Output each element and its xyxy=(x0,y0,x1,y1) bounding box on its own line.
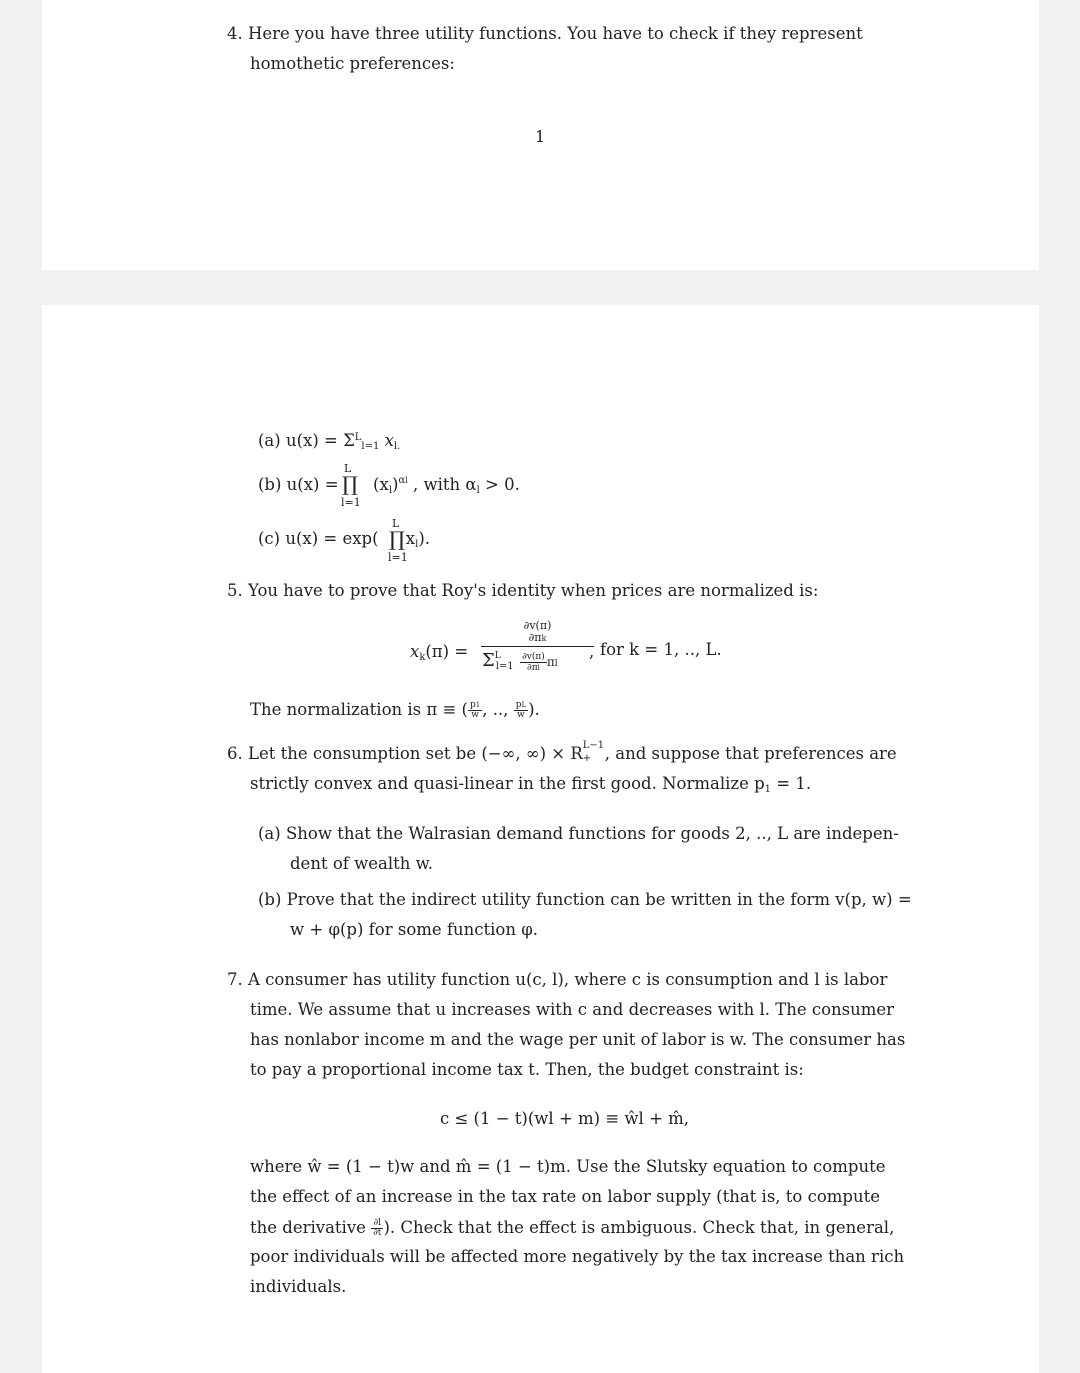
page-gap xyxy=(0,270,1080,305)
product-c: ∏ xyxy=(389,527,405,551)
roy-for-k: for k = 1, .., L. xyxy=(600,640,722,659)
q7-line-5: where ŵ = (1 − t)w and m̂ = (1 − t)m. Use the Slutsky equation to compute xyxy=(250,1157,886,1176)
q5-normalization: The normalization is π ≡ ( $\frac{p1}{w}$ , .., $\frac{pL}{w}$ ). xyxy=(250,700,540,720)
q7-line-6: the effect of an increase in the tax rate on labor supply (that is, to compute xyxy=(250,1187,881,1206)
roy-comma: , xyxy=(589,642,595,661)
roy-fraction: ∂v(π) ∂πk xyxy=(481,620,594,647)
q7-line-1: 7. A consumer has utility function u(c, l), where c is consumption and l is labor xyxy=(227,970,888,989)
product-b: ∏ xyxy=(342,472,358,496)
q4-item-c: (c) u(x) = exp( $x_l$). xyxy=(258,529,431,550)
q4-item-b: (b) $u(x) = (x_l)^{\alpha l}$ , with $\alpha_l > 0$. xyxy=(258,475,520,496)
page-number: 1 xyxy=(535,127,546,146)
product-c-upper: L xyxy=(392,517,400,530)
roy-denominator: $\Sigma^L_{l=1}$ $\frac{\partial v(\pi)}{\partial\pi l}$ πl xyxy=(482,650,558,673)
q7-line-7: the derivative $\frac{\partial l}{\partial t}$ ). Check that the effect is ambiguous. Check that, in general, xyxy=(250,1218,895,1238)
q6-line-2: strictly convex and quasi-linear in the first good. Normalize $p_1 = 1$. xyxy=(250,774,812,795)
q6-b-line-2: w + φ(p) for some function φ. xyxy=(290,920,539,939)
q7-line-8: poor individuals will be affected more negatively by the tax increase than rich xyxy=(250,1247,905,1266)
q4-line-2: homothetic preferences: xyxy=(250,54,455,73)
q7-line-4: to pay a proportional income tax t. Then, the budget constraint is: xyxy=(250,1060,804,1079)
product-c-lower: l=1 xyxy=(388,551,408,564)
roy-num-bottom: ∂πk xyxy=(528,631,547,644)
q7-line-2: time. We assume that u increases with c and decreases with l. The consumer xyxy=(250,1000,895,1019)
q7-line-3: has nonlabor income m and the wage per unit of labor is w. The consumer has xyxy=(250,1030,906,1049)
q5-line-1: 5. You have to prove that Roy's identity when prices are normalized is: xyxy=(227,581,819,600)
q4-line-1: 4. Here you have three utility functions. You have to check if they represent xyxy=(227,24,863,43)
roy-lhs: $x_k(\pi)$ = xyxy=(410,642,469,663)
q4-item-a: (a) $u(x) = \Sigma^L_{l=1}$ $x_{l.}$ xyxy=(258,431,401,452)
q6-line-1: 6. Let the consumption set be (−∞, ∞) × R L−1 + , and suppose that preferences are xyxy=(227,740,897,764)
q6-a-line-1: (a) Show that the Walrasian demand functions for goods 2, .., L are indepen- xyxy=(258,824,899,843)
product-b-upper: L xyxy=(344,462,352,475)
q7-budget-equation: c ≤ (1 − t)(wl + m) ≡ ŵl + m̂, xyxy=(440,1109,690,1128)
q6-b-line-1: (b) Prove that the indirect utility function can be written in the form v(p, w) = xyxy=(258,890,912,909)
product-b-lower: l=1 xyxy=(341,496,361,509)
q6-a-line-2: dent of wealth w. xyxy=(290,854,434,873)
q7-line-9: individuals. xyxy=(250,1277,347,1296)
